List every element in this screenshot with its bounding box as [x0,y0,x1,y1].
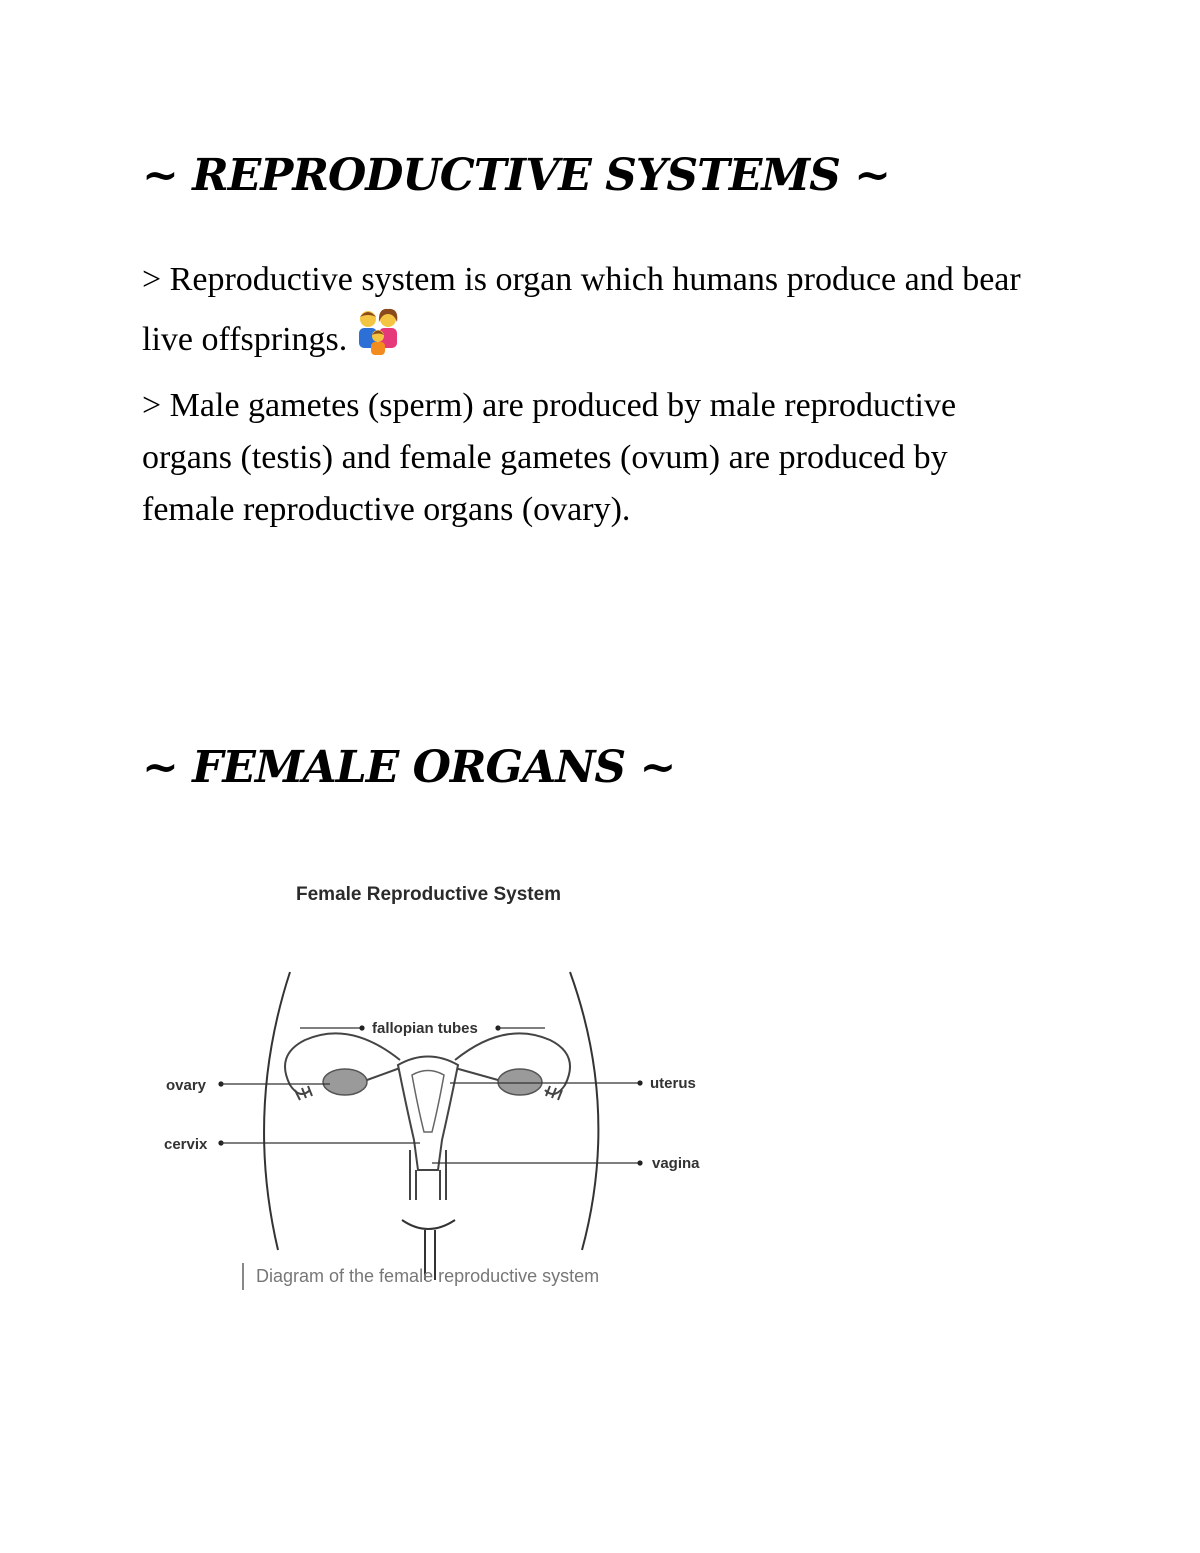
leader-dot [359,1025,364,1030]
label-fallopian-tubes: fallopian tubes [372,1020,478,1037]
heading-reproductive-systems: ~ REPRODUCTIVE SYSTEMS ~ [142,150,891,201]
body-outline-left [264,972,290,1250]
label-cervix: cervix [164,1136,208,1153]
diagram-caption: Diagram of the female reproductive system [256,1266,600,1286]
body-outline-right [570,972,598,1250]
female-reproductive-diagram [150,870,730,1300]
label-vagina: vagina [652,1155,700,1172]
fimbriae-left [295,1086,312,1100]
paragraph-gametes: > Male gametes (sperm) are produced by male reproductive organs (testis) and female gametes (ovum) are produced by female reproductive organs (ovary). [142,387,957,528]
paragraph-reproductive-definition [142,252,1042,368]
label-ovary: ovary [166,1077,207,1094]
ovary-right [498,1069,542,1095]
leader-dot [637,1160,642,1165]
ovary-left [323,1069,367,1095]
paragraph-text: > Reproductive system is organ which humans produce and bear live offsprings. [142,261,1021,358]
label-uterus: uterus [650,1075,696,1092]
family-icon [353,308,403,356]
lower-curve [402,1220,455,1229]
uterus-shape [398,1057,458,1171]
diagram-title: Female Reproductive System [296,884,562,905]
heading-female-organs: ~ FEMALE ORGANS ~ [142,742,676,793]
leader-dot [637,1080,642,1085]
